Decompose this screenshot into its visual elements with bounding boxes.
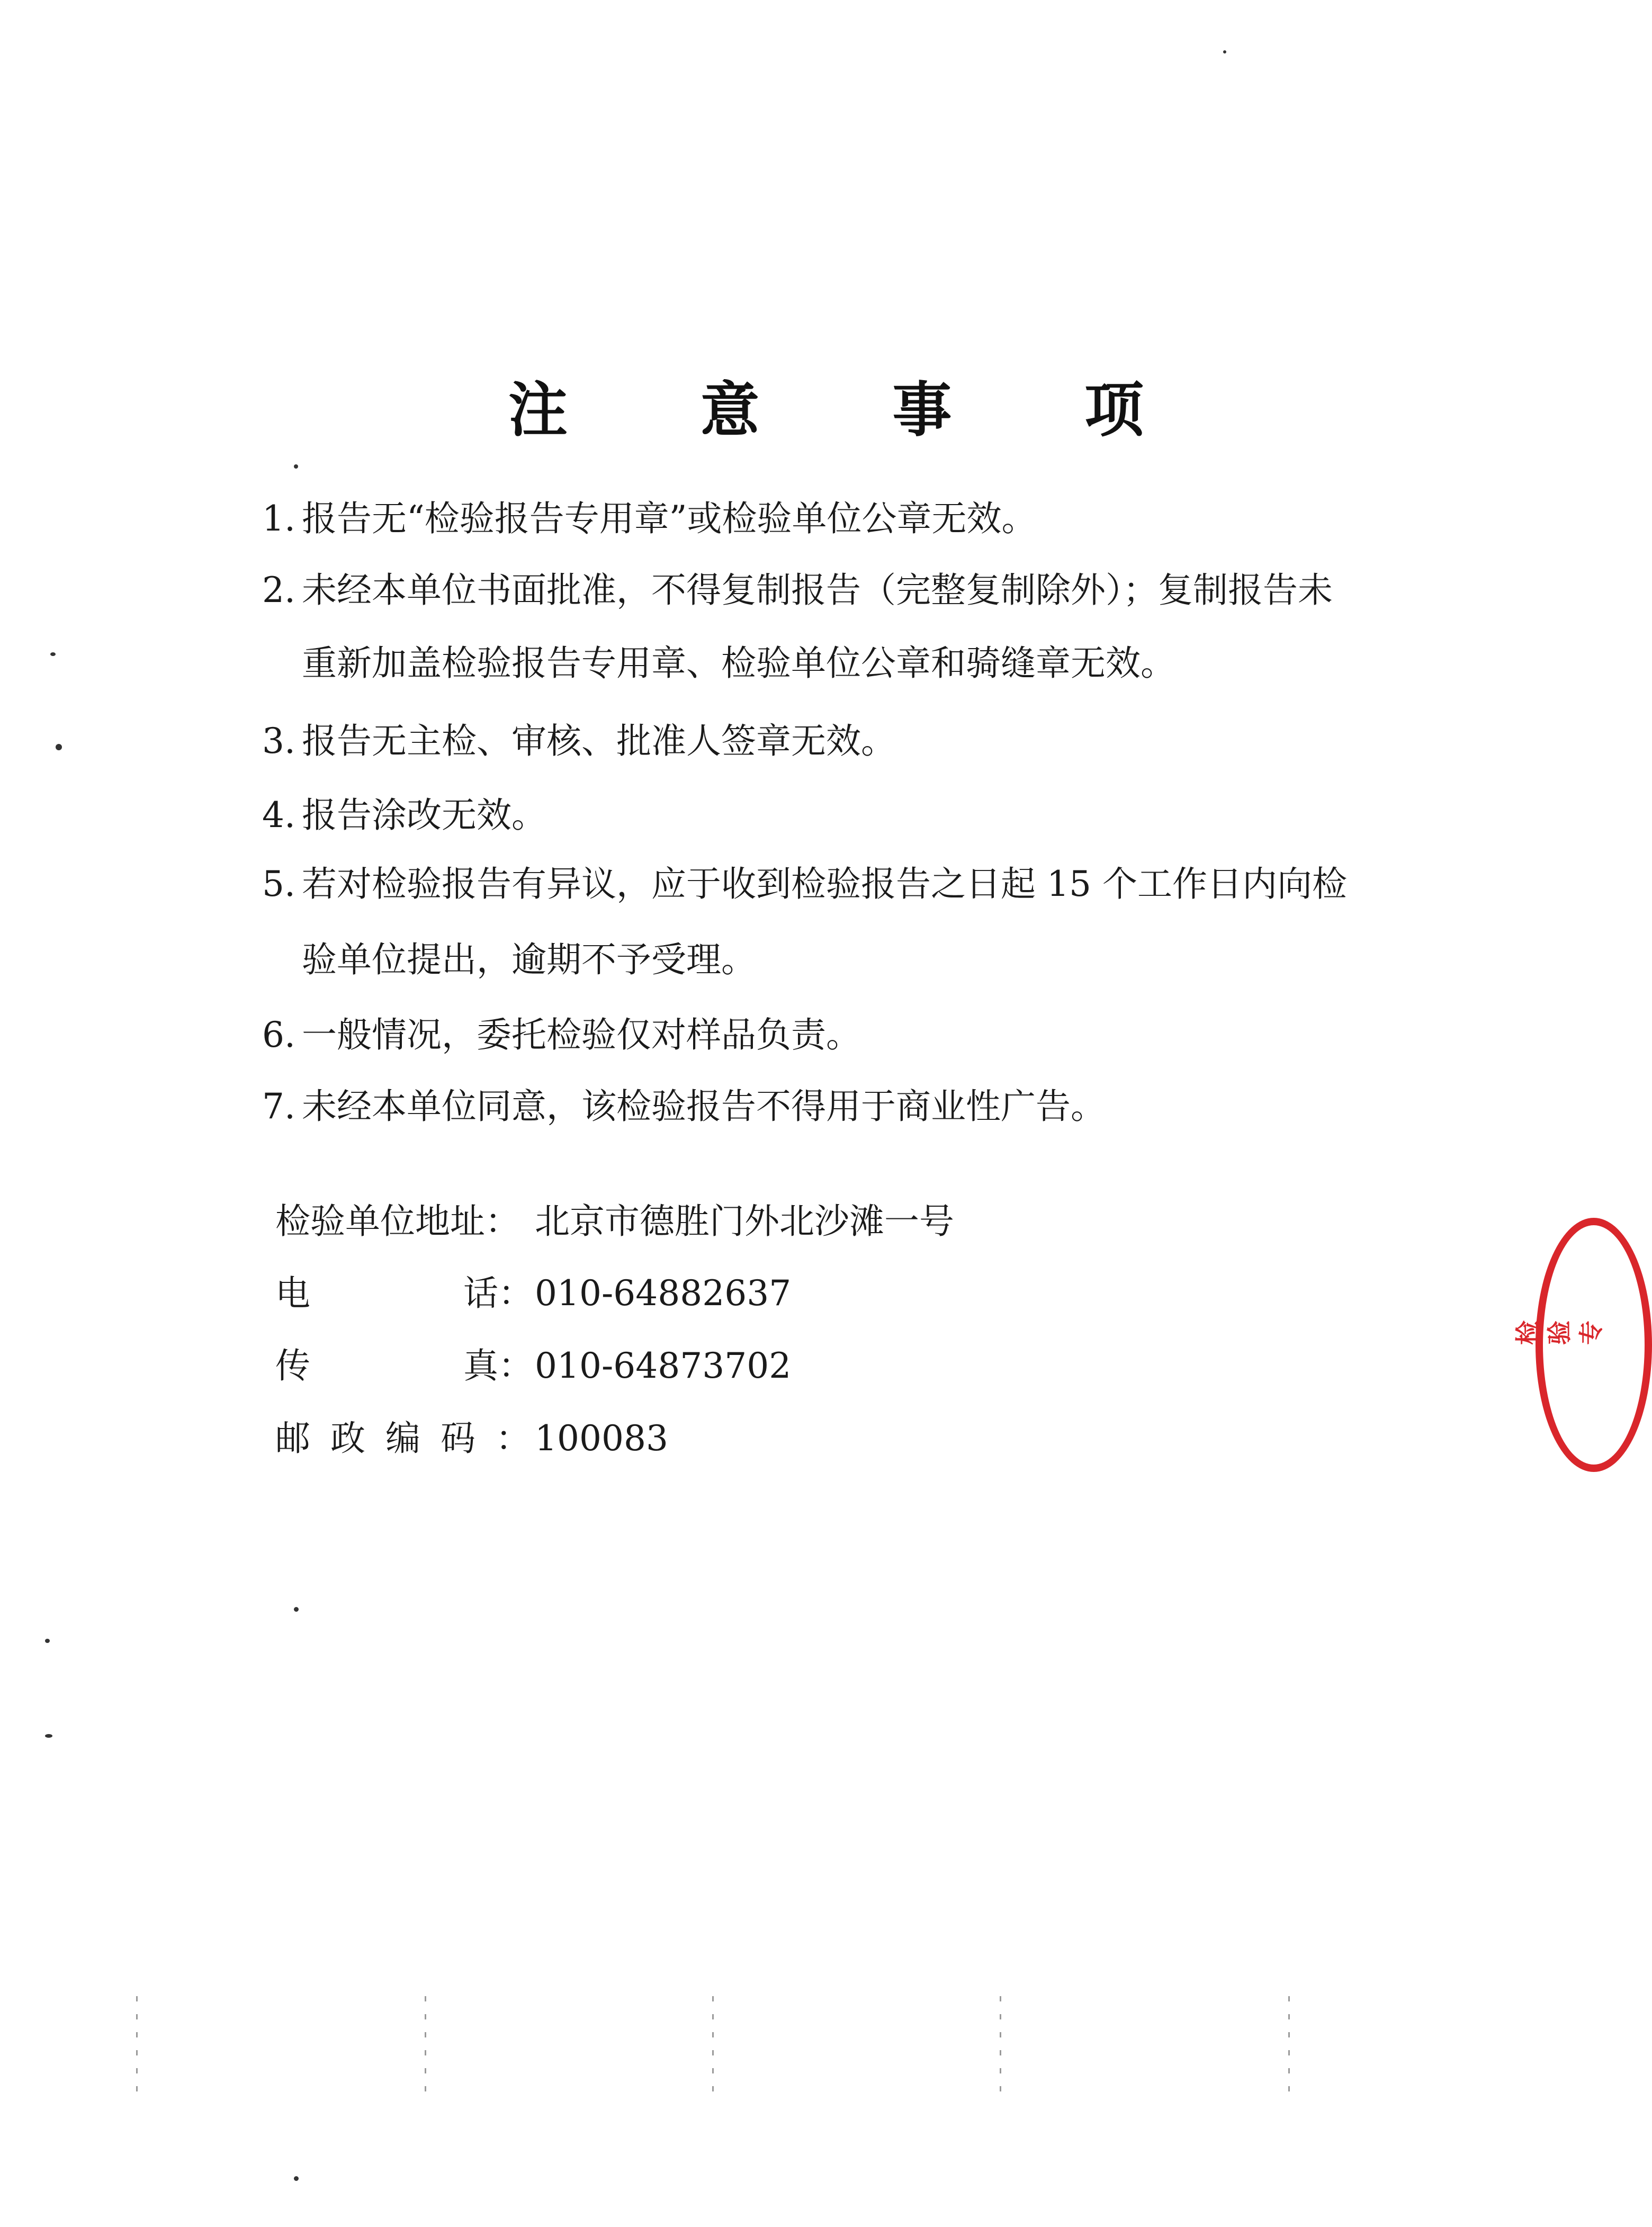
notice-text: 报告无“检验报告专用章”或检验单位公章无效。 [302,498,1037,539]
scan-speck [45,1734,52,1738]
notice-text: 未经本单位书面批准，不得复制报告（完整复制除外）；复制报告未 [302,570,1333,610]
notice-number: 2. [262,570,295,610]
notice-number: 3. [262,721,295,761]
notice-text: 一般情况，委托检验仅对样品负责。 [302,1014,861,1055]
scan-dash-column [1288,1996,1290,2102]
title-char-4: 项 [1084,375,1144,445]
scan-speck [294,2176,299,2181]
phone-label-second: 话： [463,1273,533,1314]
scan-speck [1223,50,1226,53]
notice-number: 6. [262,1014,295,1055]
address-value: 北京市德胜门外北沙滩一号 [535,1201,954,1242]
notice-text: 若对检验报告有异议，应于收到检验报告之日起 15 个工作日内向检 [302,864,1347,904]
notice-text-continued: 验单位提出，逾期不予受理。 [302,939,756,980]
scan-speck [56,744,62,750]
address-label: 检验单位地址： [275,1201,520,1242]
notice-number: 5. [262,864,295,904]
fax-label-first: 传 [275,1345,310,1386]
scan-dash-column [425,1996,426,2102]
notice-text: 报告无主检、审核、批准人签章无效。 [302,721,896,761]
notice-text: 报告涂改无效。 [302,795,546,836]
postal-label: 邮政编码： [275,1418,551,1459]
page-title [508,365,1144,445]
notice-text: 未经本单位同意，该检验报告不得用于商业性广告。 [302,1086,1106,1127]
notice-number: 7. [262,1086,295,1127]
scan-dash-column [1000,1996,1001,2102]
scan-speck [294,1607,299,1612]
title-char-3: 事 [892,375,952,445]
title-char-1: 注 [508,375,568,445]
notice-text-continued: 重新加盖检验报告专用章、检验单位公章和骑缝章无效。 [302,643,1175,684]
scan-speck [45,1639,50,1643]
notice-number: 1. [262,498,295,539]
red-seal-partial [1536,1218,1652,1472]
title-char-2: 意 [700,375,760,445]
fax-value: 010-64873702 [535,1345,792,1386]
phone-label-first: 电 [275,1273,310,1314]
postal-value: 100083 [535,1418,668,1459]
seal-text: 检验专 [1513,1321,1605,1345]
fax-label-second: 真： [463,1345,533,1386]
scan-dash-column [136,1996,138,2102]
scan-speck [294,464,298,469]
phone-value: 010-64882637 [535,1273,792,1314]
scan-speck [50,652,56,656]
scan-dash-column [712,1996,714,2102]
notice-number: 4. [262,795,295,836]
